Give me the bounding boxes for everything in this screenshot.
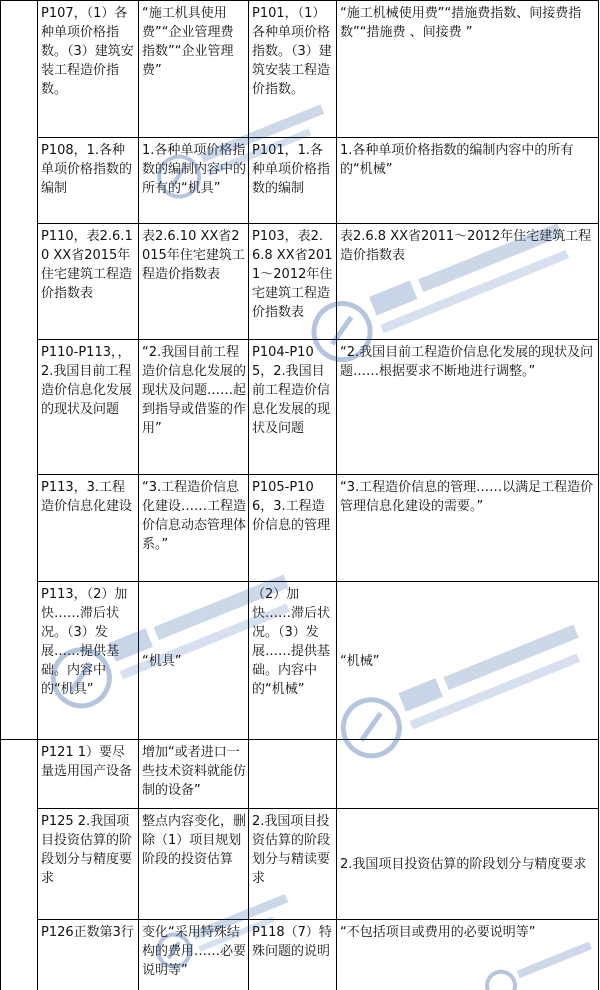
table-row — [1, 809, 599, 920]
table-cell: P101，1.各种单项价格指数的编制 — [249, 138, 337, 224]
table-cell — [249, 740, 337, 809]
table-cell — [337, 740, 599, 809]
table-cell: P118（7）特殊问题的说明 — [249, 920, 337, 990]
table-cell: “3.工程造价信息化建设……工程造价信息动态管理体系。” — [139, 475, 249, 582]
table-row — [1, 475, 599, 582]
table-cell: 2.我国项目投资估算的阶段划分与精度要求 — [337, 809, 599, 920]
table-cell: 表2.6.8 XX省2011～2012年住宅建筑工程造价指数表 — [337, 224, 599, 340]
table-cell: P113，3.工程造价信息化建设 — [38, 475, 139, 582]
table-cell: P105-P106，3.工程造价信息的管理 — [249, 475, 337, 582]
table-cell: 整点内容变化，删除（1）项目规划阶段的投资估算 — [139, 809, 249, 920]
table-cell: “机械” — [337, 582, 599, 740]
table-cell: 1.各种单项价格指数的编制内容中的所有的“机械” — [337, 138, 599, 224]
table-cell: “施工机械使用费”“措施费指数、间接费指数”“措施费 、间接费 ” — [337, 1, 599, 138]
table-cell: 变化“采用特殊结构的费用……必要说明等” — [139, 920, 249, 990]
table-row — [1, 920, 599, 990]
table-row — [1, 138, 599, 224]
table-cell: P107，（1）各种单项价格指数。（3）建筑安装工程造价指数。 — [38, 1, 139, 138]
table-cell: 表2.6.10 XX省2015年住宅建筑工程造价指数表 — [139, 224, 249, 340]
table-cell: 增加“或者进口一些技术资料就能仿制的设备” — [139, 740, 249, 809]
table-cell: P103，表2.6.8 XX省2011～2012年住宅建筑工程造价指数表 — [249, 224, 337, 340]
table-cell: P126正数第3行 — [38, 920, 139, 990]
section-cell — [1, 740, 38, 990]
table-cell: “施工机具使用费”“企业管理费指数”“企业管理费” — [139, 1, 249, 138]
table-cell: P104-P105，2.我国目前工程造价信息化发展的现状及问题 — [249, 340, 337, 475]
table-row — [1, 1, 599, 138]
table-cell: P108，1.各种单项价格指数的编制 — [38, 138, 139, 224]
table-cell: P125 2.我国项目投资估算的阶段划分与精度要求 — [38, 809, 139, 920]
table-row — [1, 224, 599, 340]
table-cell: P121 1）要尽量选用国产设备 — [38, 740, 139, 809]
table-cell: “机具” — [139, 582, 249, 740]
table-cell: P113，（2）加快……滞后状况。（3）发展……提供基础。内容中的“机具” — [38, 582, 139, 740]
table-cell: “2.我国目前工程造价信息化发展的现状及问题……起到指导或借鉴的作用” — [139, 340, 249, 475]
table-row — [1, 740, 599, 809]
table-cell: “不包括项目或费用的必要说明等” — [337, 920, 599, 990]
table-cell: “2.我国目前工程造价信息化发展的现状及问题……根据要求不断地进行调整。” — [337, 340, 599, 475]
table-cell: P110-P113，，2.我国目前工程造价信息化发展的现状及问题 — [38, 340, 139, 475]
table-cell: （2）加快……滞后状况。（3）发展……提供基础。内容中的“机械” — [249, 582, 337, 740]
table-row — [1, 582, 599, 740]
table-cell: “3.工程造价信息的管理……以满足工程造价管理信息化建设的需要。” — [337, 475, 599, 582]
table-cell: 2.我国项目投资估算的阶段划分与精读要求 — [249, 809, 337, 920]
table-cell: P110，表2.6.10 XX省2015年住宅建筑工程造价指数表 — [38, 224, 139, 340]
table-row — [1, 340, 599, 475]
table-cell: 1.各种单项价格指数的编制内容中的所有的“机具” — [139, 138, 249, 224]
table-cell: P101，（1）各种单项价格指数。（3）建筑安装工程造价指数。 — [249, 1, 337, 138]
section-cell — [1, 1, 38, 740]
